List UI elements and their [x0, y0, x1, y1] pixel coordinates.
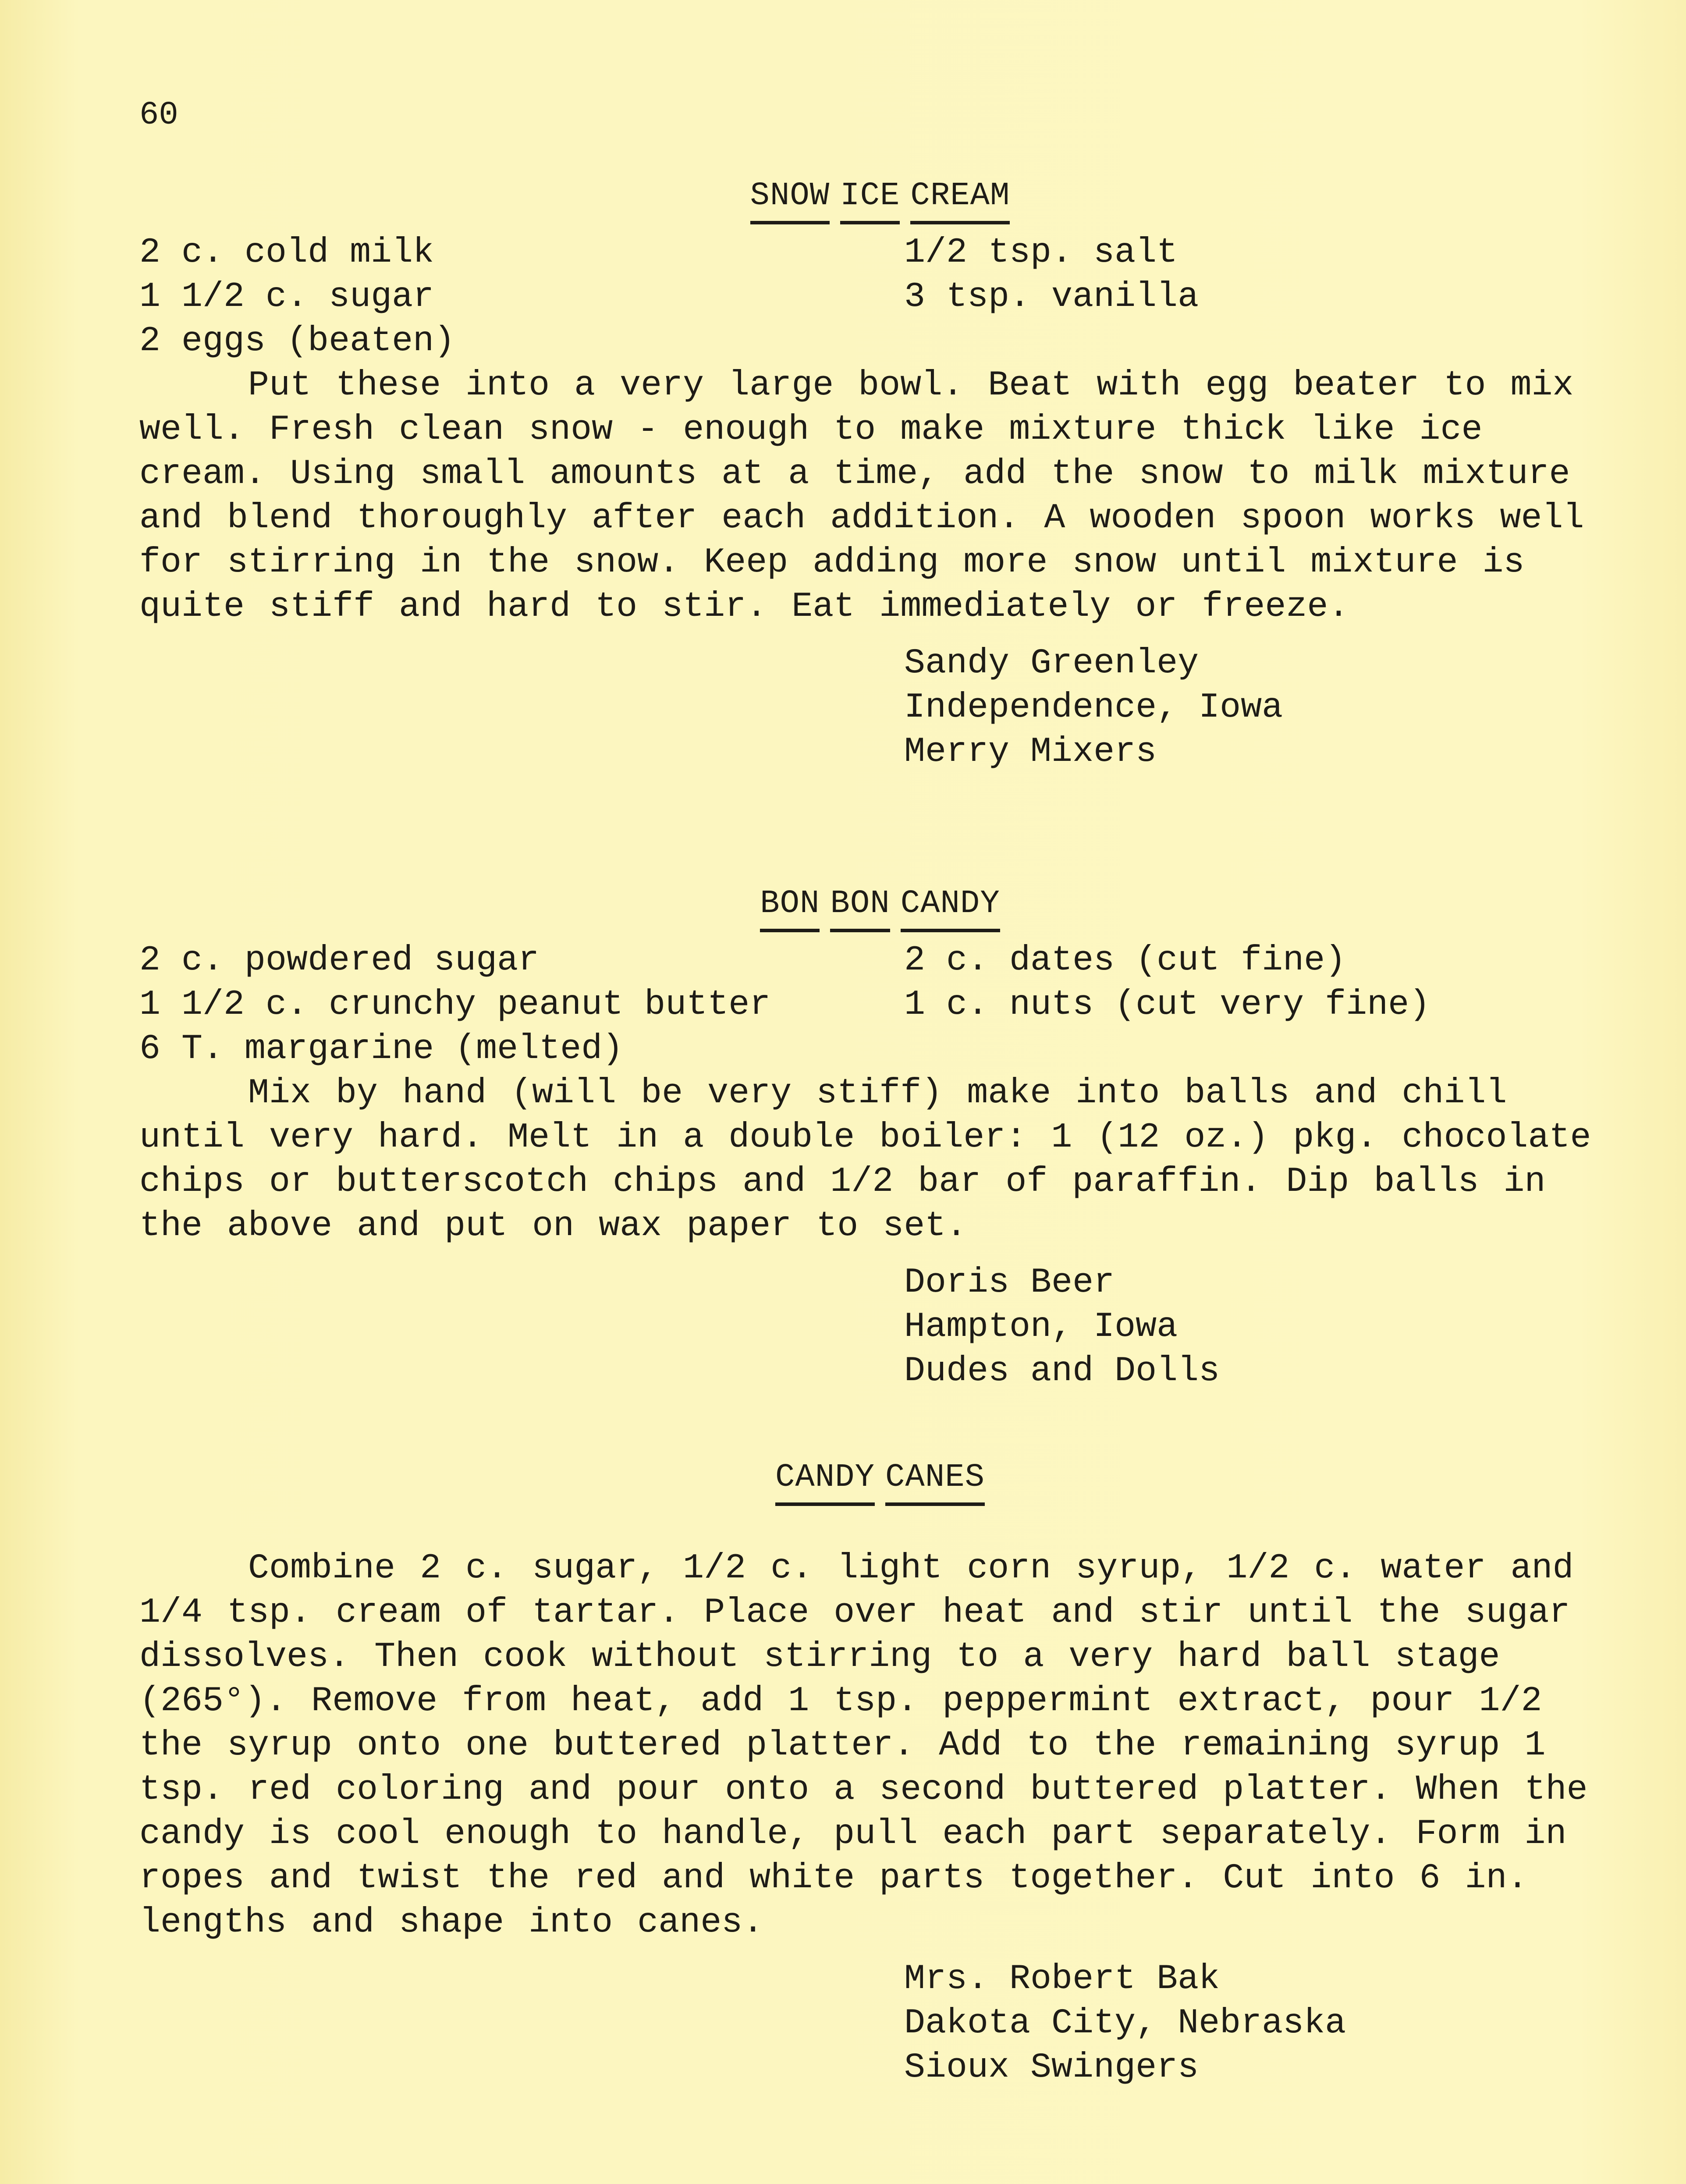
title-word: BON	[760, 882, 820, 932]
ingredient-item: 3 tsp. vanilla	[904, 277, 1199, 317]
title-word: ICE	[840, 174, 900, 224]
ingredient-item: 2 c. dates (cut fine)	[904, 941, 1346, 980]
recipe-credit	[904, 1261, 1621, 1393]
title-word: CREAM	[910, 174, 1010, 224]
credit-location: Hampton, Iowa	[904, 1307, 1178, 1347]
recipe-instructions: Combine 2 c. sugar, 1/2 c. light corn syrup, 1/2 c. water and 1/4 tsp. cream of tartar. Place over heat and stir until the sugar dissolves. Then cook without stirring to a very hard ball stage (265°). Remove from heat, add 1 tsp. peppermint extract, pour 1/2 the syrup onto one buttered platter. Add to the remaining syrup 1 tsp. red coloring and pour onto a second buttered platter. When the candy is cool enough to handle, pull each part separately. Form in ropes and twist the red and white parts together. Cut into 6 in. lengths and shape into canes.	[139, 1548, 1588, 1943]
credit-club: Merry Mixers	[904, 732, 1157, 772]
recipe-title	[139, 174, 1621, 224]
ingredients	[139, 231, 1621, 363]
credit-location: Dakota City, Nebraska	[904, 2003, 1346, 2043]
ingredient-item: 2 eggs (beaten)	[139, 321, 455, 361]
ingredient-item: 1 1/2 c. crunchy peanut butter	[139, 985, 771, 1025]
ingredient-item: 6 T. margarine (melted)	[139, 1029, 624, 1069]
recipe-bon-bon-candy	[139, 882, 1621, 1393]
credit-location: Independence, Iowa	[904, 688, 1283, 728]
recipe-credit	[904, 1957, 1621, 2090]
recipe-snow-ice-cream	[139, 174, 1621, 774]
title-word: CANDY	[775, 1456, 875, 1506]
credit-club: Sioux Swingers	[904, 2048, 1199, 2088]
title-word: CANES	[885, 1456, 985, 1506]
title-word: BON	[830, 882, 890, 932]
ingredient-item: 1 1/2 c. sugar	[139, 277, 434, 317]
credit-club: Dudes and Dolls	[904, 1351, 1220, 1391]
recipe-instructions: Mix by hand (will be very stiff) make into balls and chill until very hard. Melt in a double boiler: 1 (12 oz.) pkg. chocolate chips or butterscotch chips and 1/2 bar of paraffin. Dip balls in the above and put on wax paper to set.	[139, 1073, 1591, 1246]
ingredients-left	[139, 938, 904, 1071]
recipe-credit	[904, 641, 1621, 774]
credit-name: Mrs. Robert Bak	[904, 1959, 1220, 1999]
ingredients-right	[904, 231, 1621, 363]
ingredient-item: 2 c. cold milk	[139, 233, 434, 273]
recipe-instructions: Put these into a very large bowl. Beat with egg beater to mix well. Fresh clean snow - enough to make mixture thick like ice cream. Using small amounts at a time, add the snow to milk mixture and blend thoroughly after each addition. A wooden spoon works well for stirring in the snow. Keep adding more snow until mixture is quite stiff and hard to stir. Eat immediately or freeze.	[139, 366, 1584, 627]
ingredients-right	[904, 938, 1621, 1071]
ingredients	[139, 938, 1621, 1071]
recipe-candy-canes	[139, 1456, 1621, 2090]
credit-name: Doris Beer	[904, 1263, 1115, 1303]
credit-name: Sandy Greenley	[904, 643, 1199, 683]
recipe-title	[139, 1456, 1621, 1506]
ingredients-left	[139, 231, 904, 363]
page-number: 60	[139, 97, 178, 134]
ingredient-item: 1 c. nuts (cut very fine)	[904, 985, 1430, 1025]
title-word: CANDY	[901, 882, 1000, 932]
ingredient-item: 1/2 tsp. salt	[904, 233, 1178, 273]
recipe-title	[139, 882, 1621, 932]
ingredient-item: 2 c. powdered sugar	[139, 941, 540, 980]
title-word: SNOW	[750, 174, 830, 224]
